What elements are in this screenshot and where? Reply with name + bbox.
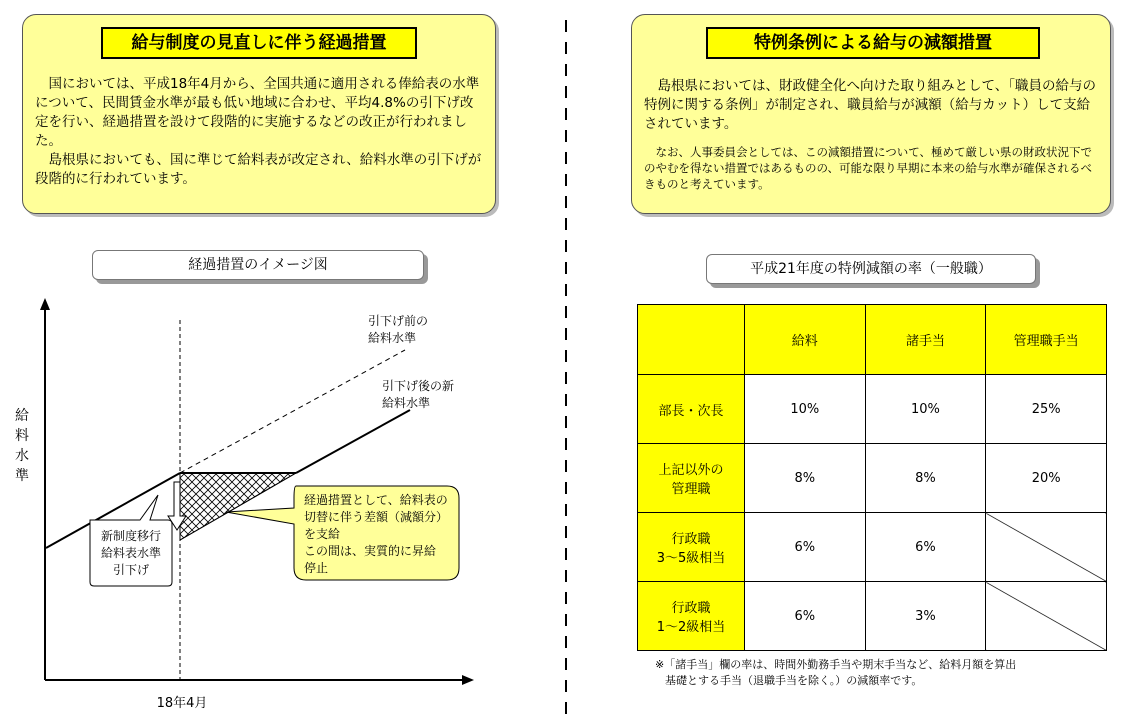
table-row: [638, 582, 1107, 651]
left-info-panel: [22, 14, 496, 214]
right-panel-paragraph-1: 島根県においては、財政健全化へ向けた取り組みとして、「職員の給与の特例に関する条例」が制定され、職員給与が減額（給与カット）して支給されています。: [644, 78, 1096, 132]
left-panel-body: [35, 75, 485, 189]
left-panel-paragraph-1: 国においては、平成18年4月から、全国共通に適用される俸給表の水準について、民間賃金水準が最も低い地域に合わせ、平均4.8%の引下げ改定を行い、経過措置を設けて段階的に実施するなどの改正が行われました。: [35, 76, 480, 149]
salary-rate: 6%: [744, 582, 865, 651]
right-panel-title: 特例条例による給与の減額措置: [706, 27, 1040, 59]
left-panel-title: 給与制度の見直しに伴う経過措置: [101, 27, 417, 59]
header-manager-allowance: 管理職手当: [986, 305, 1107, 375]
salary-rate: 8%: [744, 444, 865, 513]
rate-table-title: 平成21年度の特例減額の率（一般職）: [706, 254, 1036, 284]
allowance-rate: 8%: [865, 444, 986, 513]
allowance-rate: 10%: [865, 375, 986, 444]
y-axis-label-char-3: 水: [15, 448, 29, 464]
table-row: [638, 375, 1107, 444]
rate-table-note-line-2: 基礎とする手当（退職手当を除く。）の減額率です。: [665, 674, 923, 687]
line-after-label-1: 引下げ後の新: [382, 379, 455, 393]
rate-table-note: [655, 657, 1115, 689]
header-allowance: 諸手当: [865, 305, 986, 375]
line-before-label-2: 給料水準: [368, 331, 417, 345]
callout-right-line-3: を支給: [304, 527, 341, 541]
manager-allowance-na: [986, 582, 1107, 651]
salary-rate: 6%: [744, 513, 865, 582]
center-divider: [560, 20, 572, 720]
row-label: 行政職 1～2級相当: [638, 582, 745, 651]
new-salary-rising-line: [296, 410, 410, 473]
rate-table: [637, 304, 1107, 651]
y-axis-label-char-1: 給: [15, 408, 29, 424]
header-salary: 給料: [744, 305, 865, 375]
callout-left-line-3: 引下げ: [112, 563, 150, 577]
right-panel-paragraph-2: なお、人事委員会としては、この減額措置について、極めて厳しい県の財政状況下でのやむを得ない措置ではあるものの、可能な限り早期に本来の給与水準が確保されるべきものと考えています。: [644, 145, 1093, 191]
row-label: 上記以外の 管理職: [638, 444, 745, 513]
y-axis-label-char-4: 準: [15, 468, 29, 484]
line-before-label-1: 引下げ前の: [368, 314, 429, 328]
rate-table-header-row: [638, 305, 1107, 375]
manager-allowance-rate: 25%: [986, 375, 1107, 444]
callout-right-line-5: 停止: [304, 561, 329, 575]
right-panel-body: [644, 77, 1100, 192]
left-panel-paragraph-2: 島根県においても、国に準じて給料表が改定され、給料水準の引下げが段階的に行われています。: [35, 152, 482, 187]
callout-left-line-2: 給料表水準: [100, 546, 162, 560]
line-after-label-2: 給料水準: [382, 396, 431, 410]
row-label: 部長・次長: [638, 375, 745, 444]
manager-allowance-rate: 20%: [986, 444, 1107, 513]
y-axis-arrow: [40, 298, 50, 310]
callout-right: [226, 486, 459, 580]
table-row: [638, 444, 1107, 513]
callout-left-line-1: 新制度移行: [100, 529, 162, 543]
callout-right-line-1: 経過措置として、給料表の: [304, 493, 448, 507]
right-info-panel: [631, 14, 1111, 214]
x-axis-label: 18年4月: [156, 696, 208, 711]
row-label: 行政職 3～5級相当: [638, 513, 745, 582]
x-axis-arrow: [462, 675, 474, 685]
old-salary-dashed-line: [180, 350, 405, 473]
allowance-rate: 6%: [865, 513, 986, 582]
callout-right-line-2: 切替に伴う差額（減額分）: [304, 510, 449, 524]
rate-table-note-line-1: ※「諸手当」欄の率は、時間外勤務手当や期末手当など、給料月額を算出: [655, 658, 1017, 671]
table-row: [638, 513, 1107, 582]
transition-diagram: [0, 290, 500, 721]
y-axis-label-char-2: 料: [15, 428, 29, 444]
callout-right-line-4: この間は、実質的に昇給: [304, 544, 437, 558]
callout-left: [90, 495, 172, 586]
header-corner: [638, 305, 745, 375]
diagram-title: 経過措置のイメージ図: [92, 250, 424, 280]
salary-rate: 10%: [744, 375, 865, 444]
allowance-rate: 3%: [865, 582, 986, 651]
manager-allowance-na: [986, 513, 1107, 582]
